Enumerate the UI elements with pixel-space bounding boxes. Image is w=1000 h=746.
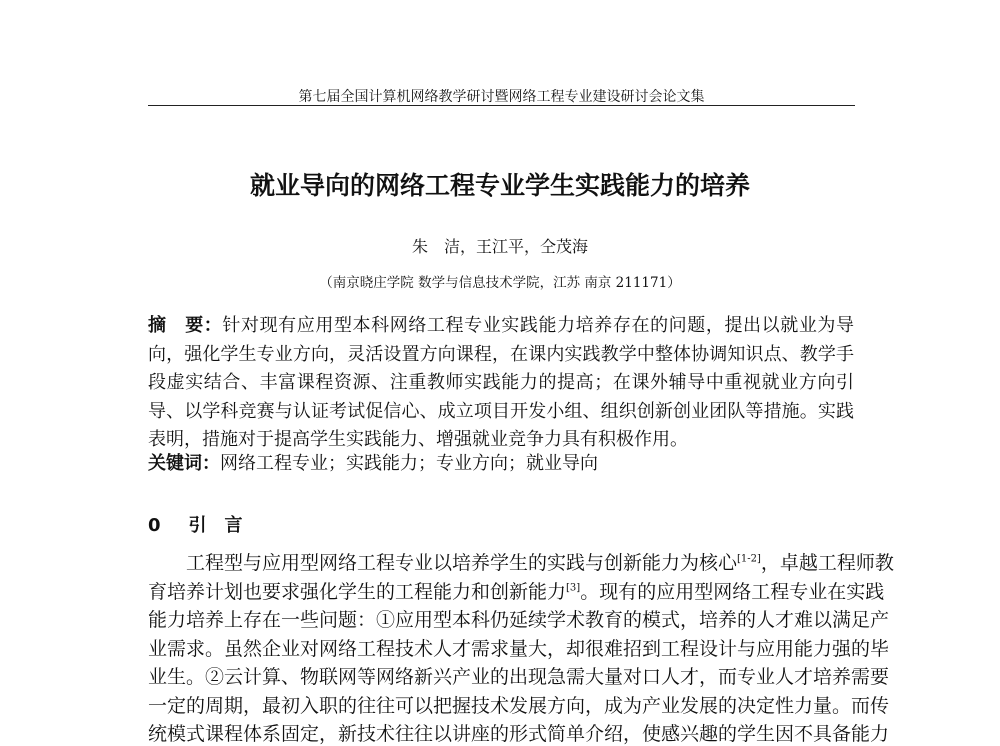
body-line: 育培养计划也要求强化学生的工程能力和创新能力[3]。现有的应用型网络工程专业在实践 xyxy=(148,581,885,603)
abstract-line: 摘 要：针对现有应用型本科网络工程专业实践能力培养存在的问题，提出以就业为导 xyxy=(148,315,855,336)
abstract-line: 导、以学科竞赛与认证考试促信心、成立项目开发小组、组织创新创业团队等措施。实践 xyxy=(148,401,854,422)
keywords-label: 关键词： xyxy=(148,453,220,474)
body-line: 业生。②云计算、物联网等网络新兴产业的出现急需大量对口人才，而专业人才培养需要 xyxy=(148,666,890,688)
body-line: 统模式课程体系固定，新技术往往以讲座的形式简单介绍，使感兴趣的学生因不具备能力 xyxy=(148,723,890,745)
paper-title: 就业导向的网络工程专业学生实践能力的培养 xyxy=(249,171,750,200)
body-line: 工程型与应用型网络工程专业以培养学生的实践与创新能力为核心[1-2]，卓越工程师教 xyxy=(148,552,894,574)
body-line: 能力培养上存在一些问题：①应用型本科仍延续学术教育的模式，培养的人才难以满足产 xyxy=(148,609,890,631)
citation: [1-2] xyxy=(737,553,761,565)
body-line: 一定的周期，最初入职的往往可以把握技术发展方向，成为产业发展的决定性力量。而传 xyxy=(148,695,890,717)
abstract-line: 段虚实结合、丰富课程资源、注重教师实践能力的提高；在课外辅导中重视就业方向引 xyxy=(148,372,854,393)
header-rule xyxy=(148,105,855,106)
affiliation: （南京晓庄学院 数学与信息技术学院，江苏 南京 211171） xyxy=(319,275,681,291)
citation: [3] xyxy=(566,582,581,594)
running-header: 第七届全国计算机网络教学研讨暨网络工程专业建设研讨会论文集 xyxy=(298,89,705,105)
abstract-line: 向，强化学生专业方向，灵活设置方向课程，在课内实践教学中整体协调知识点、教学手 xyxy=(148,344,854,365)
authors: 朱 洁，王江平，仝茂海 xyxy=(411,237,588,256)
keywords: 关键词：网络工程专业；实践能力；专业方向；就业导向 xyxy=(148,453,598,474)
abstract-label: 摘 要： xyxy=(148,315,223,336)
section-heading: 0 引 言 xyxy=(148,515,243,536)
body-line: 业需求。虽然企业对网络工程技术人才需求量大，却很难招到工程设计与应用能力强的毕 xyxy=(148,638,890,660)
abstract-line: 表明，措施对于提高学生实践能力、增强就业竞争力具有积极作用。 xyxy=(148,429,688,450)
